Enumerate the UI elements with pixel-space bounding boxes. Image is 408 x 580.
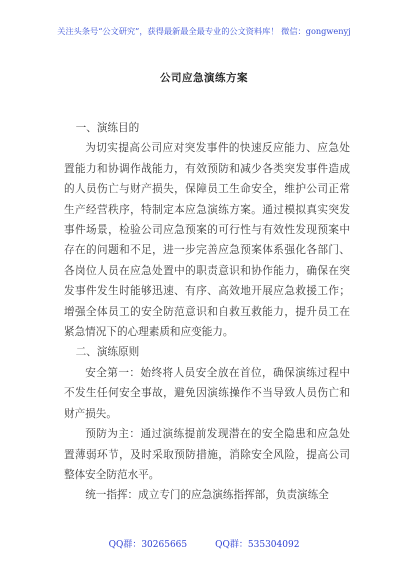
qq-group-1: QQ群：30265665: [108, 540, 188, 550]
section-heading-purpose: 一、演练目的: [75, 122, 140, 134]
section-heading-principles: 二、演练原则: [75, 346, 140, 359]
header-note: 关注头条号“公文研究”，获得最新最全最专业的公文资料库！ 微信：gongwenyj: [57, 26, 351, 36]
document-body: [64, 118, 350, 506]
document-title: 公司应急演练方案: [160, 72, 248, 84]
qq-group-2: QQ群：535304092: [215, 540, 300, 550]
paragraph-prevention: 预防为主：通过演练提前发现潜在的安全隐患和应急处置薄弱环节，及时采取预防措施，消除安全风险，提高公司整体安全防范水平。: [64, 428, 350, 481]
paragraph-unified-command: 统一指挥：成立专门的应急演练指挥部，负责演练全: [85, 489, 329, 502]
footer-contact: [0, 537, 408, 550]
paragraph-safety-first: 安全第一：始终将人员安全放在首位，确保演练过程中不发生任何安全事故，避免因演练操作不当导致人员伤亡和财产损失。: [64, 366, 350, 420]
paragraph-purpose: 为切实提高公司应对突发事件的快速反应能力、应急处置能力和协调作战能力，有效预防和减少各类突发事件造成的人员伤亡与财产损失，保障员工生命安全，维护公司正常生产经营秩序，特制定本应急演练方案。通过模拟真实突发事件场景，检验公司应急预案的可行性与有效性发现预案中存在的问题和不足，进一步完善应急预案体系强化各部门、各岗位人员在应急处置中的职责意识和协作能力，确保在突发事件发生时能够迅速、有序、高效地开展应急救援工作；增强全体员工的安全防范意识和自救互救能力，提升员工在紧急情况下的心理素质和应变能力。: [64, 142, 350, 339]
